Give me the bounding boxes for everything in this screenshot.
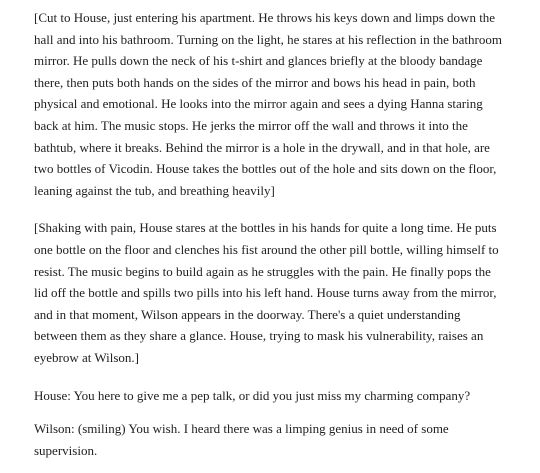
script-document — [34, 7, 504, 473]
dialogue-line-house: House: You here to give me a pep talk, or did you just miss my charming company? — [34, 387, 471, 403]
dialogue-line-wilson: Wilson: (smiling) You wish. I heard there was a limping genius in need of some supervision. — [34, 421, 449, 458]
stage-direction-paragraph: [Shaking with pain, House stares at the bottles in his hands for quite a long time. He puts one bottle on the floor and clenches his fist around the other pill bottle, willing himself to resist. The music begins to build again as he struggles with the pain. He finally pops the lid off the bottle and spills two pills into his left hand. House turns away from the mirror, and in that moment, Wilson appears in the doorway. There's a quiet understanding between them as they share a glance. House, trying to mask his vulnerability, raises an eyebrow at Wilson.] — [34, 220, 499, 365]
stage-direction-paragraph: [Cut to House, just entering his apartment. He throws his keys down and limps down the hall and into his bathroom. Turning on the light, he stares at his reflection in the bathroom mirror. He pulls down the neck of his t-shirt and glances briefly at the bloody bandage there, then puts both hands on the sides of the mirror and bows his head in pain, both physical and emotional. He looks into the mirror again and sees a dying Hanna staring back at him. The music stops. He jerks the mirror off the wall and throws it into the bathtub, where it breaks. Behind the mirror is a hole in the drywall, and in that hole, are two bottles of Vicodin. House takes the bottles out of the hole and sits down on the floor, leaning against the tub, and breathing heavily] — [34, 10, 502, 198]
